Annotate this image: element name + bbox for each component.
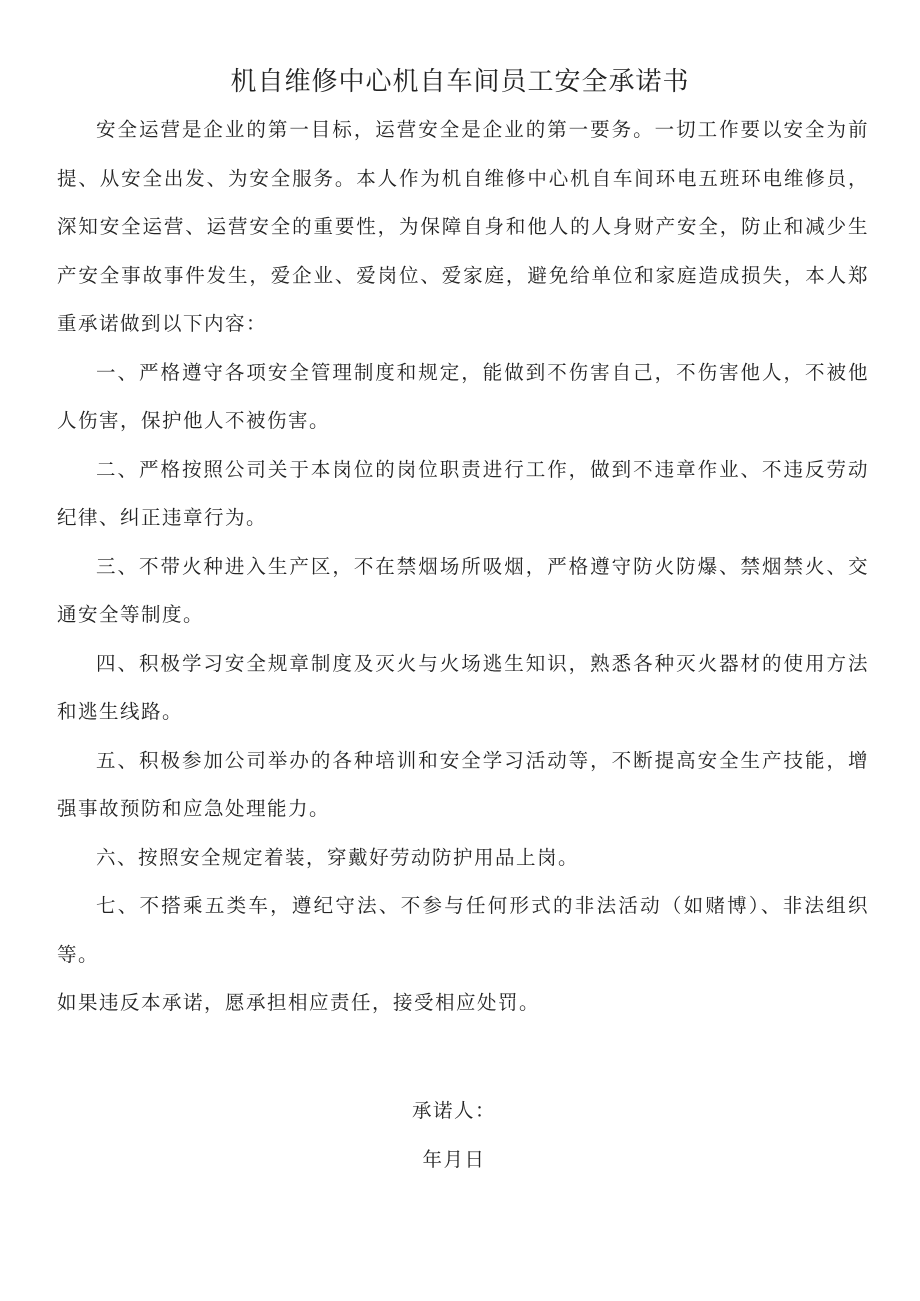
signature-block — [0, 1087, 908, 1184]
commitment-item-4: 四、积极学习安全规章制度及灭火与火场逃生知识，熟悉各种灭火器材的使用方法和逃生线路。 — [57, 651, 869, 723]
closing-paragraph: 如果违反本承诺，愿承担相应责任，接受相应处罚。 — [57, 991, 541, 1014]
document-body — [57, 106, 869, 1028]
signer-label: 承诺人： — [411, 1099, 496, 1122]
commitment-item-5: 五、积极参加公司举办的各种培训和安全学习活动等，不断提高安全生产技能，增强事故预防和应急处理能力。 — [57, 748, 869, 820]
date-label: 年月日 — [422, 1147, 486, 1171]
commitment-item-3: 三、不带火种进入生产区，不在禁烟场所吸烟，严格遵守防火防爆、禁烟禁火、交通安全等制度。 — [57, 554, 869, 626]
commitment-item-2: 二、严格按照公司关于本岗位的岗位职责进行工作，做到不违章作业、不违反劳动纪律、纠正违章行为。 — [57, 457, 869, 529]
commitment-item-7: 七、不搭乘五类车，遵纪守法、不参与任何形式的非法活动（如赌博）、非法组织等。 — [57, 894, 869, 966]
commitment-item-6: 六、按照安全规定着装，穿戴好劳动防护用品上岗。 — [96, 845, 580, 869]
document-title: 机自维修中心机自车间员工安全承诺书 — [230, 67, 690, 97]
intro-paragraph: 安全运营是企业的第一目标，运营安全是企业的第一要务。一切工作要以安全为前提、从安全出发、为安全服务。本人作为机自维修中心机自车间环电五班环电维修员，深知安全运营、运营安全的重要性，为保障自身和他人的人身财产安全，防止和减少生产安全事故事件发生，爱企业、爱岗位、爱家庭，避免给单位和家庭造成损失，本人郑重承诺做到以下内容： — [57, 118, 869, 335]
commitment-item-1: 一、严格遵守各项安全管理制度和规定，能做到不伤害自己，不伤害他人，不被他人伤害，保护他人不被伤害。 — [57, 360, 869, 432]
